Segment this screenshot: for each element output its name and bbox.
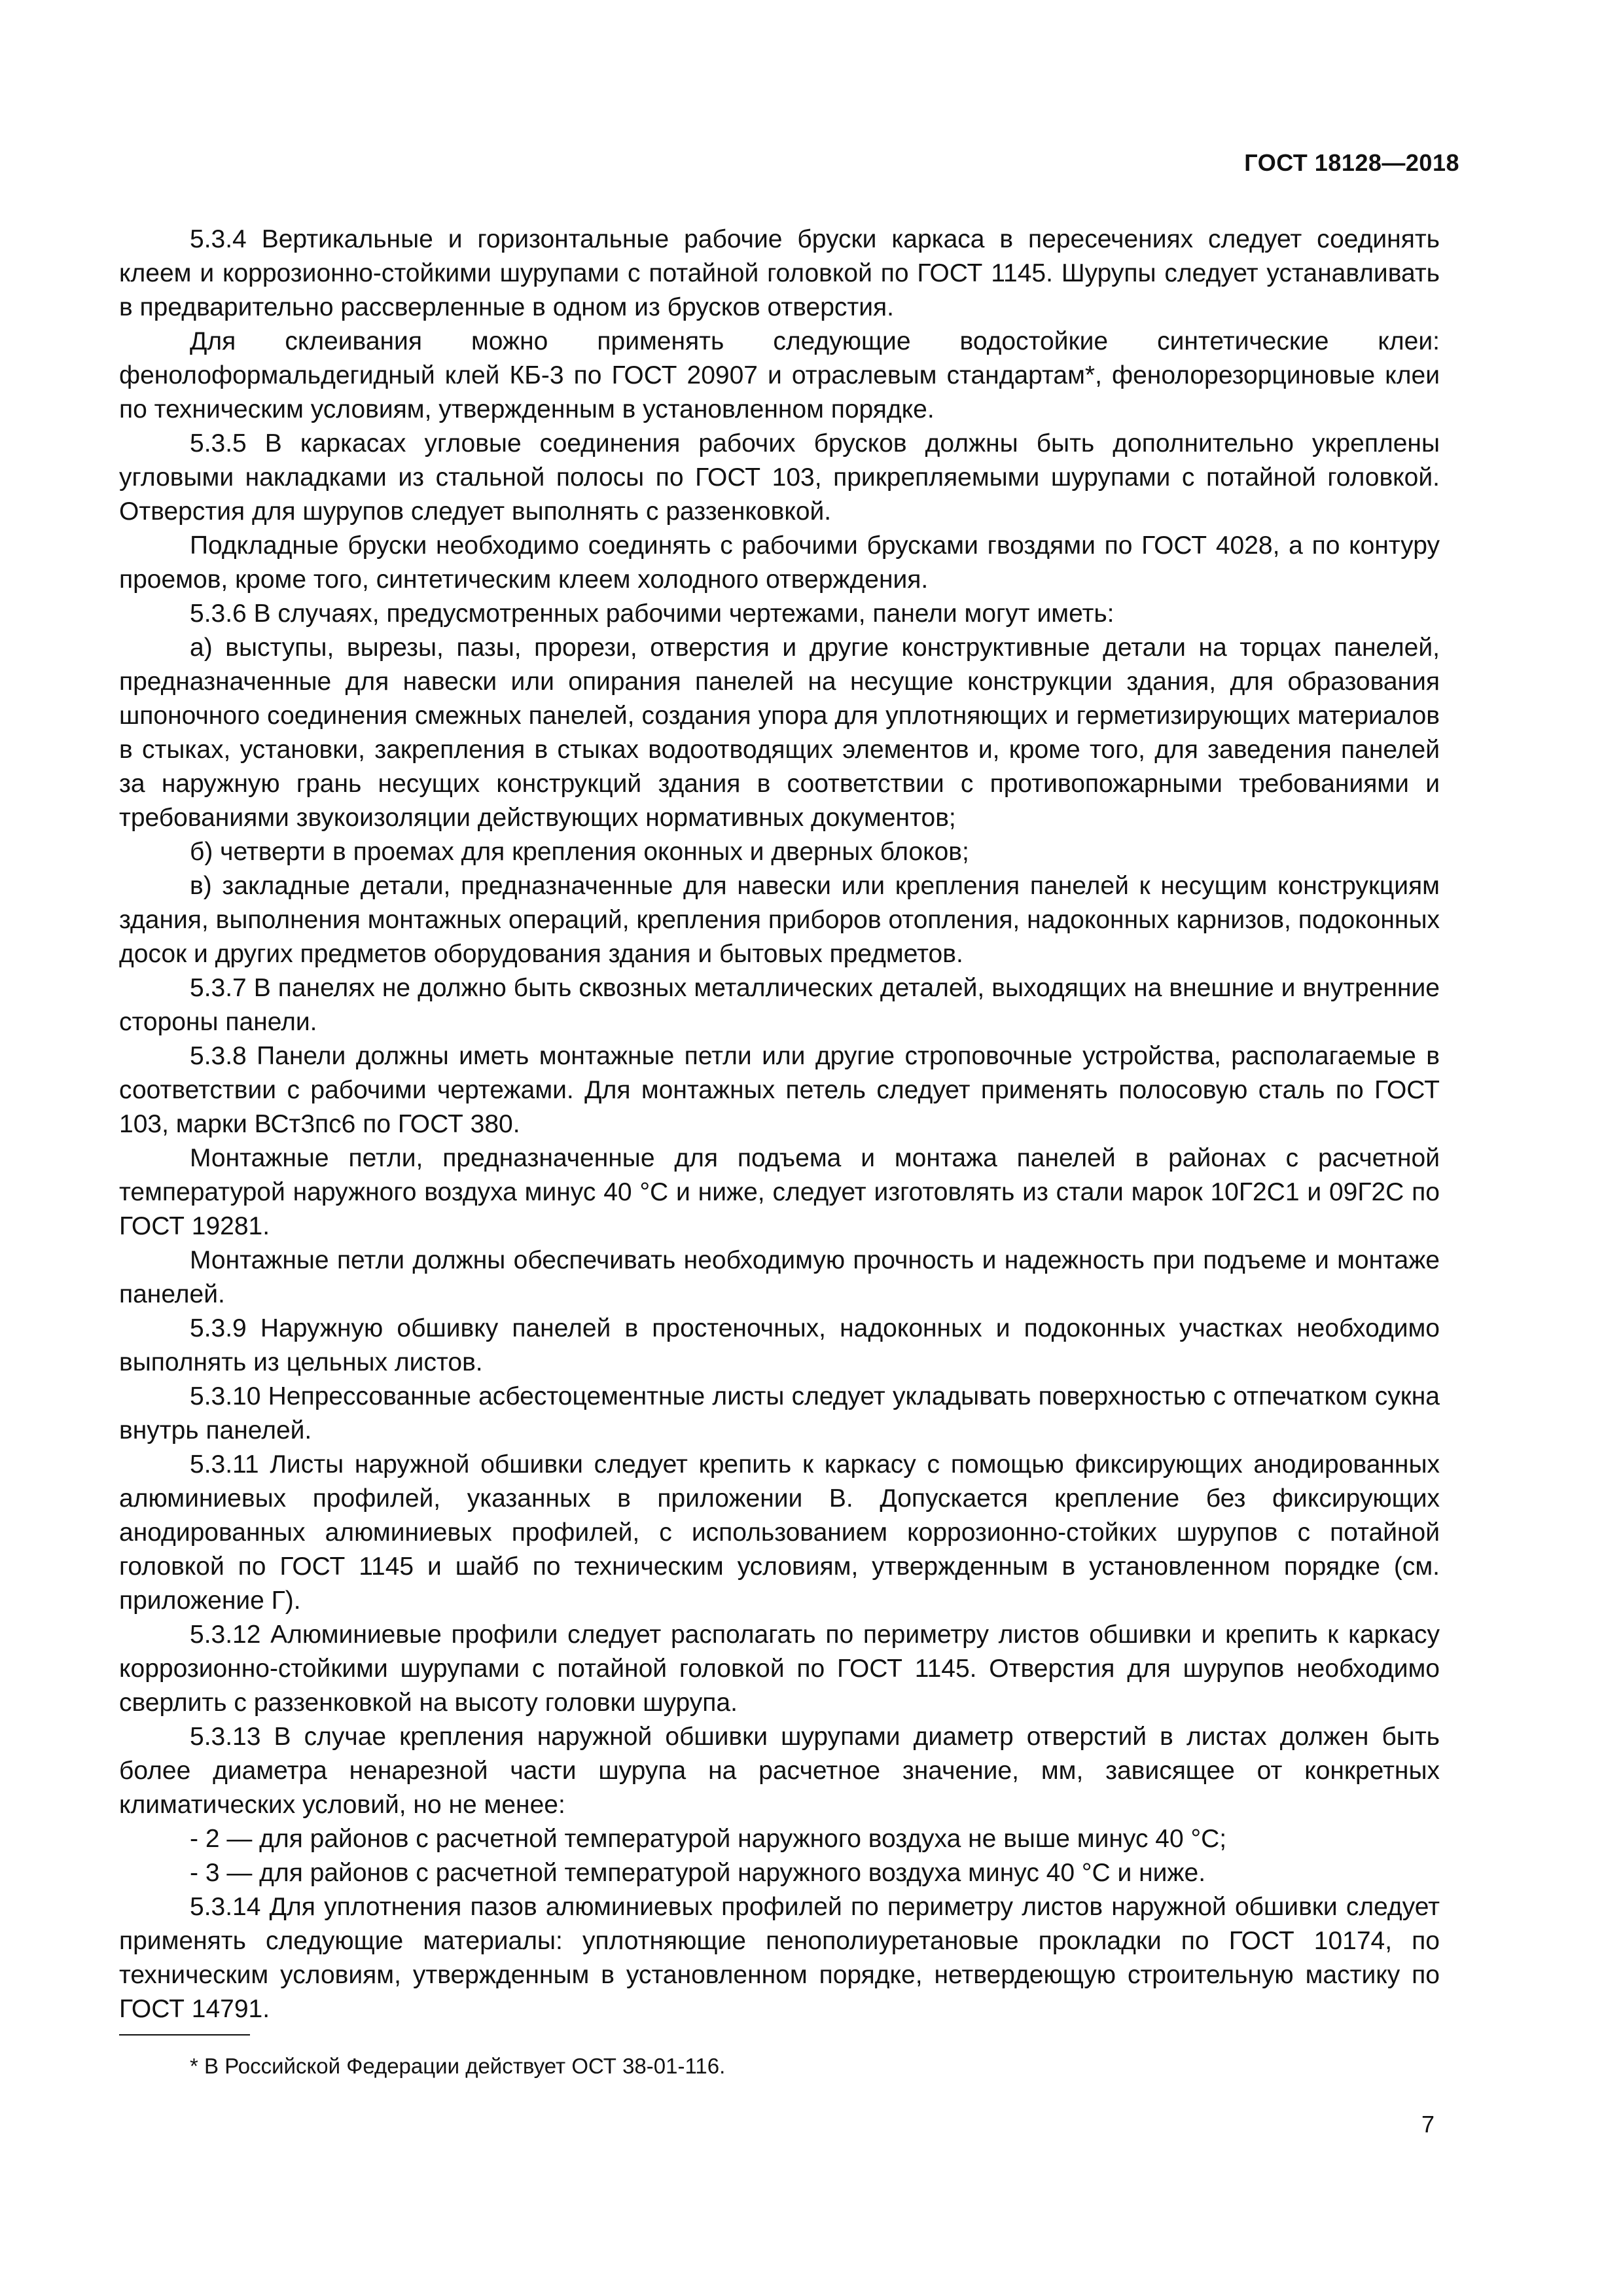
paragraph-5-3-6: 5.3.6 В случаях, предусмотренных рабочими чертежами, панели могут иметь: (190, 600, 1115, 628)
footnote-divider (119, 2034, 250, 2036)
paragraph-support-bars: Подкладные бруски необходимо соединять с рабочими брусками гвоздями по ГОСТ 4028, а по контуру проемов, кроме того, синтетическим клеем холодного отверждения. (119, 531, 1440, 594)
paragraph-5-3-12: 5.3.12 Алюминиевые профили следует располагать по периметру листов обшивки и крепить к каркасу коррозионно-стойкими шурупами с потайной головкой по ГОСТ 1145. Отверстия для шурупов необходимо сверлить с раззенковкой на высоту головки шурупа. (119, 1621, 1440, 1717)
paragraph-5-3-5: 5.3.5 В каркасах угловые соединения рабочих брусков должны быть дополнительно укреплены угловыми накладками из стальной полосы по ГОСТ 103, прикрепляемыми шурупами с потайной головкой. Отверстия для шурупов следует выполнять с раззенковкой. (119, 429, 1440, 526)
paragraph-5-3-11: 5.3.11 Листы наружной обшивки следует крепить к каркасу с помощью фиксирующих анодированных алюминиевых профилей, указанных в приложении В. Допускается крепление без фиксирующих анодированных алюминиевых профилей, с использованием коррозионно-стойких шурупов с потайной головкой по ГОСТ 1145 и шайб по техническим условиям, утвержденным в установленном порядке (см. приложение Г). (119, 1450, 1440, 1615)
paragraph-5-3-8: 5.3.8 Панели должны иметь монтажные петли или другие строповочные устройства, располагаемые в соответствии с рабочими чертежами. Для монтажных петель следует применять полосовую сталь по ГОСТ 103, марки ВСт3пс6 по ГОСТ 380. (119, 1042, 1440, 1138)
list-item-dash-2: - 2 — для районов с расчетной температурой наружного воздуха не выше минус 40 °С; (190, 1825, 1227, 1853)
paragraph-lifting-loops-strength: Монтажные петли должны обеспечивать необходимую прочность и надежность при подъеме и монтаже панелей. (119, 1246, 1440, 1308)
paragraph-5-3-13: 5.3.13 В случае крепления наружной обшивки шурупами диаметр отверстий в листах должен быть более диаметра ненарезной части шурупа на расчетное значение, мм, зависящее от конкретных климатических условий, но не менее: (119, 1723, 1440, 1819)
paragraph-5-3-9: 5.3.9 Наружную обшивку панелей в простеночных, надоконных и подоконных участках необходимо выполнять из цельных листов. (119, 1314, 1440, 1376)
footnote: * В Российской Федерации действует ОСТ 38-01-116. (190, 2054, 726, 2078)
paragraph-5-3-7: 5.3.7 В панелях не должно быть сквозных металлических деталей, выходящих на внешние и внутренние стороны панели. (119, 974, 1440, 1036)
paragraph-5-3-10: 5.3.10 Непрессованные асбестоцементные листы следует укладывать поверхностью с отпечатком сукна внутрь панелей. (119, 1382, 1440, 1444)
body-text (119, 223, 1440, 2026)
paragraph-5-3-4: 5.3.4 Вертикальные и горизонтальные рабочие бруски каркаса в пересечениях следует соединять клеем и коррозионно-стойкими шурупами с потайной головкой по ГОСТ 1145. Шурупы следует устанавливать в предварительно рассверленные в одном из брусков отверстия. (119, 225, 1440, 321)
document-header: ГОСТ 18128—2018 (1244, 149, 1459, 176)
paragraph-5-3-14: 5.3.14 Для уплотнения пазов алюминиевых профилей по периметру листов наружной обшивки следует применять следующие материалы: уплотняющие пенополиуретановые прокладки по ГОСТ 10174, по техническим условиям, утвержденным в установленном порядке, нетвердеющую строительную мастику по ГОСТ 14791. (119, 1893, 1440, 2023)
page-number: 7 (1421, 2111, 1435, 2138)
list-item-dash-3: - 3 — для районов с расчетной температурой наружного воздуха минус 40 °С и ниже. (190, 1859, 1206, 1887)
list-item-a: а) выступы, вырезы, пазы, прорези, отверстия и другие конструктивные детали на торцах панелей, предназначенные для навески или опирания панелей на несущие конструкции здания, для образования шпоночного соединения смежных панелей, создания упора для уплотняющих и герметизирующих материалов в стыках, установки, закрепления в стыках водоотводящих элементов и, кроме того, для заведения панелей за наружную грань несущих конструкций здания в соответствии с противопожарными требованиями и требованиями звукоизоляции действующих нормативных документов; (119, 634, 1440, 832)
paragraph-lifting-loops-steel: Монтажные петли, предназначенные для подъема и монтажа панелей в районах с расчетной температурой наружного воздуха минус 40 °С и ниже, следует изготовлять из стали марок 10Г2С1 и 09Г2С по ГОСТ 19281. (119, 1144, 1440, 1240)
paragraph-adhesives: Для склеивания можно применять следующие водостойкие синтетические клеи: фенолоформальдегидный клей КБ-3 по ГОСТ 20907 и отраслевым стандартам*, фенолорезорциновые клеи по техническим условиям, утвержденным в установленном порядке. (119, 327, 1440, 423)
list-item-v: в) закладные детали, предназначенные для навески или крепления панелей к несущим конструкциям здания, выполнения монтажных операций, крепления приборов отопления, надоконных карнизов, подоконных досок и других предметов оборудования здания и бытовых предметов. (119, 872, 1440, 968)
list-item-b: б) четверти в проемах для крепления оконных и дверных блоков; (190, 838, 969, 866)
